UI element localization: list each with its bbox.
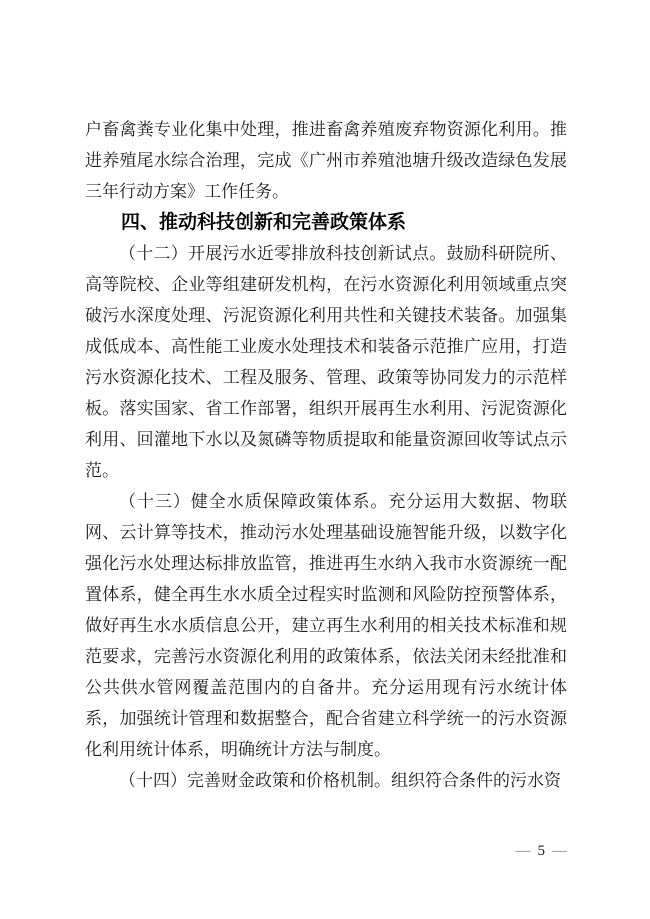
- clause-13-label: （十三）: [119, 492, 191, 511]
- paragraph-continuation: 户畜禽粪专业化集中处理，推进畜禽养殖废弃物资源化利用。推进养殖尾水综合治理，完成《广州市养殖池塘升级改造绿色发展三年行动方案》工作任务。: [85, 120, 567, 201]
- clause-14-title: 完善财金政策和价格机制。: [187, 771, 391, 790]
- clause-13-paragraph: [85, 486, 567, 765]
- clause-12-body: 鼓励科研院所、高等院校、企业等组建研发机构，在污水资源化利用领域重点突破污水深度处理、污泥资源化利用共性和关键技术装备。加强集成低成本、高性能工业废水处理技术和装备示范推广应用，打造污水资源化技术、工程及服务、管理、政策等协同发力的示范样板。落实国家、省工作部署，组织开展再生水利用、污泥资源化利用、回灌地下水以及氮磷等物质提取和能量资源回收等试点示范。: [85, 244, 568, 480]
- clause-12-label: （十二）: [119, 244, 188, 263]
- clause-12-title: 开展污水近零排放科技创新试点。: [187, 244, 447, 263]
- page-number: 5: [537, 843, 545, 859]
- clause-14-label: （十四）: [119, 771, 187, 790]
- clause-14-body: 组织符合条件的污水资: [391, 771, 561, 790]
- document-body: [85, 114, 567, 796]
- page-footer: [516, 841, 568, 861]
- clause-14-paragraph: [85, 765, 567, 796]
- footer-dash-left: —: [515, 843, 531, 859]
- clause-13-title: 健全水质保障政策体系。: [190, 492, 389, 511]
- footer-dash-right: —: [552, 843, 567, 859]
- clause-12-paragraph: [85, 238, 567, 486]
- section-heading: 四、推动科技创新和完善政策体系: [121, 212, 407, 233]
- clause-13-body: 充分运用大数据、物联网、云计算等技术，推动污水处理基础设施智能升级，以数字化强化污水处理达标排放监管，推进再生水纳入我市水资源统一配置体系，健全再生水水质全过程实时监测和风险防控预警体系，做好再生水水质信息公开，建立再生水利用的相关技术标准和规范要求，完善污水资源化利用的政策体系，依法关闭未经批准和公共供水管网覆盖范围内的自备井。充分运用现有污水统计体系，加强统计管理和数据整合，配合省建立科学统一的污水资源化利用统计体系，明确统计方法与制度。: [85, 492, 568, 759]
